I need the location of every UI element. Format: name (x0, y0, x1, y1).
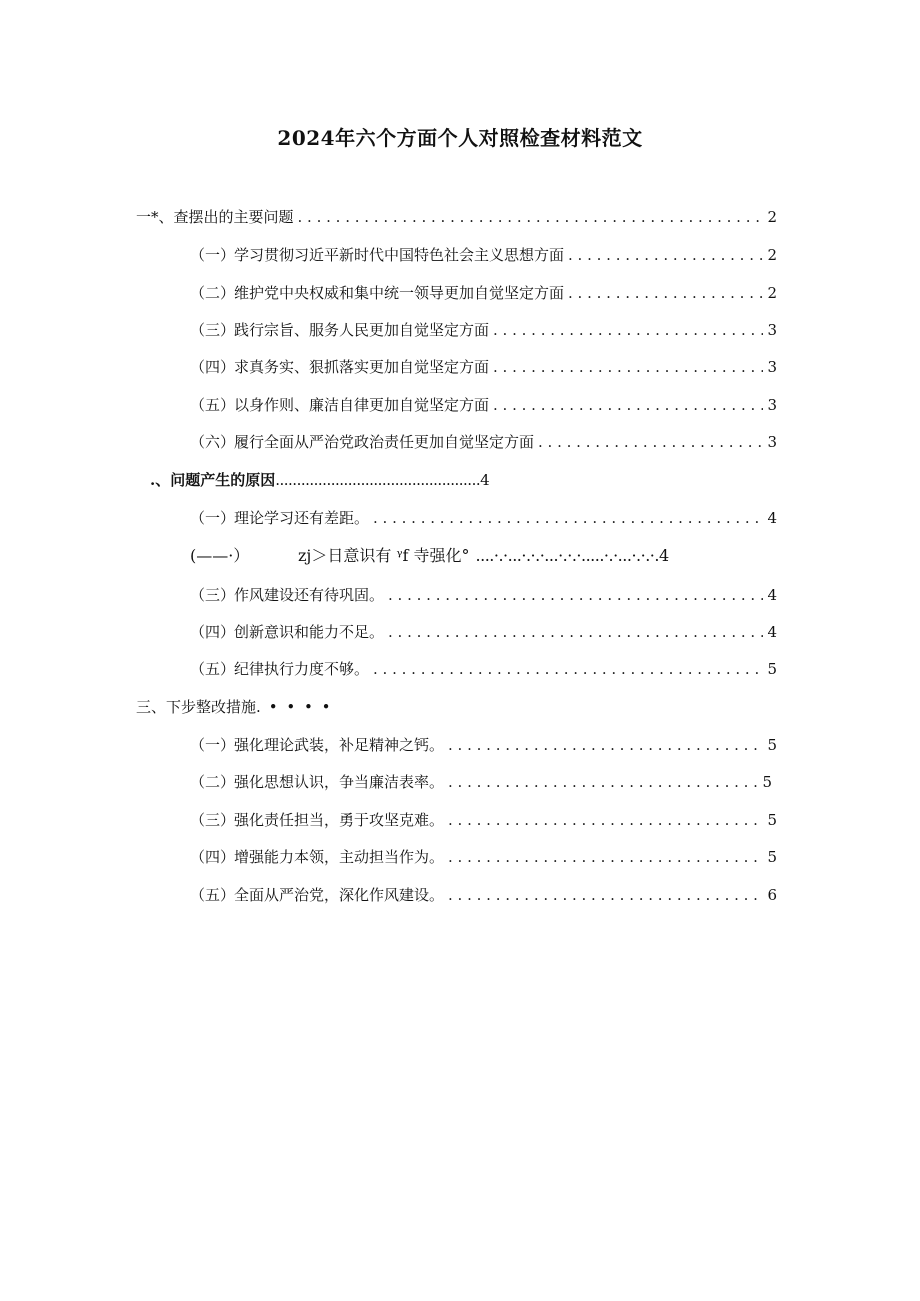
toc-page-number: 5 (767, 848, 777, 866)
toc-dot-leader (373, 658, 763, 680)
toc-dot-leader (448, 884, 763, 906)
toc-page-number: 4 (767, 509, 777, 527)
toc-entry[interactable] (0, 658, 920, 680)
toc-page-number: 2 (767, 284, 777, 302)
toc-heading-text: 三、下步整改措施. (136, 698, 261, 716)
toc-dot-leader (568, 282, 763, 304)
toc-entry[interactable] (0, 394, 920, 416)
toc-entry[interactable] (0, 734, 920, 756)
toc-entry[interactable] (0, 319, 920, 341)
toc-entry-number: （一） (190, 509, 236, 527)
toc-page-number: 4 (658, 546, 670, 565)
toc-heading-text: 一*、查摆出的主要问题 (136, 208, 294, 226)
toc-entry[interactable] (0, 431, 920, 453)
toc-entry-text: 以身作则、廉洁自律更加自觉坚定方面 (234, 396, 490, 414)
toc-dot-leader (448, 771, 758, 793)
toc-dot-leader (493, 394, 763, 416)
toc-entry-number: （一） (190, 736, 236, 754)
toc-entry-text: 创新意识和能力不足。 (234, 623, 385, 641)
toc-entry-text: 践行宗旨、服务人民更加自觉坚定方面 (234, 321, 490, 339)
toc-dot-leader (538, 431, 763, 453)
toc-entry-number: （三） (190, 811, 236, 829)
toc-entry-number: （二） (190, 773, 236, 791)
toc-entry-text: 求真务实、狠抓落实更加自觉坚定方面 (234, 358, 490, 376)
toc-entry-garbled[interactable] (190, 545, 669, 567)
toc-entry-number: (——·） (190, 546, 250, 565)
toc-entry-text: 强化思想认识，争当廉洁表率。 (234, 773, 445, 791)
toc-dot-leader (373, 507, 763, 529)
toc-entry-text: zj＞日意识有 ᵞf 寺强化° (298, 546, 470, 565)
toc-entry[interactable] (0, 621, 920, 643)
toc-heading-section2[interactable] (150, 469, 490, 491)
toc-page-number: 3 (767, 321, 777, 339)
toc-entry-number: （三） (190, 586, 236, 604)
toc-entry-text: 维护党中央权威和集中统一领导更加自觉坚定方面 (234, 284, 565, 302)
toc-entry[interactable] (0, 244, 920, 266)
toc-heading-section3[interactable] (136, 696, 332, 718)
toc-dot-leader (448, 809, 763, 831)
toc-page-number: 3 (767, 396, 777, 414)
toc-entry-number: （五） (190, 886, 236, 904)
toc-entry-text: 履行全面从严治党政治责任更加自觉坚定方面 (234, 433, 535, 451)
toc-dot-leader (448, 846, 763, 868)
toc-page-number: 4 (767, 623, 777, 641)
toc-dot-leader (493, 356, 763, 378)
toc-dot-leader: ....·.·...·.·.·...·.·.·.....·.·...·.·.·. (475, 546, 659, 565)
toc-page-number: 5 (767, 736, 777, 754)
toc-entry-number: （三） (190, 321, 236, 339)
toc-entry-text: 强化责任担当，勇于攻坚克难。 (234, 811, 445, 829)
toc-entry-number: （四） (190, 848, 236, 866)
toc-entry-text: 理论学习还有差距。 (234, 509, 370, 527)
toc-page-number: 5 (767, 660, 777, 678)
toc-page-number: 5 (767, 811, 777, 829)
toc-heading-section1[interactable] (0, 206, 920, 228)
toc-entry-text: 全面从严治党，深化作风建设。 (234, 886, 445, 904)
toc-entry[interactable] (0, 846, 920, 868)
toc-entry-text: 强化理论武装，补足精神之钙。 (234, 736, 445, 754)
toc-dot-leader (568, 244, 763, 266)
toc-dot-leader (298, 206, 764, 228)
toc-entry-text: 学习贯彻习近平新时代中国特色社会主义思想方面 (234, 246, 565, 264)
toc-entry-number: （四） (190, 623, 236, 641)
toc-dot-leader: ................................................ (275, 471, 481, 489)
toc-page-number: 5 (762, 773, 772, 791)
toc-page-number: 4 (480, 471, 490, 489)
toc-page-number: 2 (767, 246, 777, 264)
toc-dot-leader (388, 584, 763, 606)
toc-entry-number: （五） (190, 660, 236, 678)
toc-heading-trailing-dots: • • • • (268, 698, 333, 716)
toc-entry-text: 作风建设还有待巩固。 (234, 586, 385, 604)
toc-entry[interactable] (0, 282, 920, 304)
toc-entry-number: （五） (190, 396, 236, 414)
toc-dot-leader (493, 319, 763, 341)
toc-entry-number: （六） (190, 433, 236, 451)
toc-page-number: 3 (767, 433, 777, 451)
document-title: 2024年六个方面个人对照检查材料范文 (277, 126, 643, 150)
toc-entry[interactable] (0, 507, 920, 529)
toc-entry-text: 增强能力本领，主动担当作为。 (234, 848, 445, 866)
toc-entry[interactable] (0, 884, 920, 906)
toc-entry-number: （四） (190, 358, 236, 376)
toc-dot-leader (388, 621, 763, 643)
toc-entry-number: （一） (190, 246, 236, 264)
toc-entry[interactable] (0, 809, 920, 831)
toc-entry-text: 纪律执行力度不够。 (234, 660, 370, 678)
toc-page-number: 4 (767, 586, 777, 604)
toc-entry[interactable] (0, 584, 920, 606)
toc-entry[interactable] (0, 771, 920, 793)
toc-dot-leader (448, 734, 763, 756)
toc-page-number: 6 (767, 886, 777, 904)
toc-entry[interactable] (0, 356, 920, 378)
toc-heading-text: .、问题产生的原因 (150, 471, 276, 489)
toc-page-number: 3 (767, 358, 777, 376)
toc-entry-number: （二） (190, 284, 236, 302)
toc-page-number: 2 (767, 208, 777, 226)
